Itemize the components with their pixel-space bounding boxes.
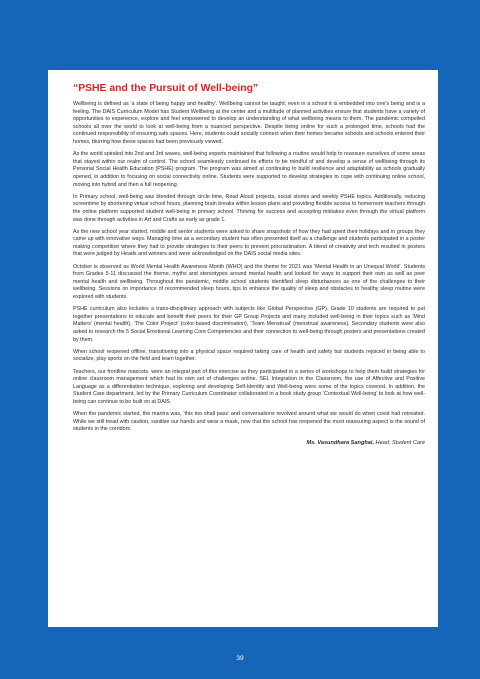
author-name: Ms. Vasundhara Sanghai, [306, 439, 374, 446]
article-paragraph: In Primary school, well-being was blended through circle time, Read Aloud projects, social stories and weekly PSHE topics. Additionally, reducing screentime by shortening virtual school hours, planning brain breaks within lesson plans and providing flexible access to homeroom teachers through the online platform supported student well-being in primary school. Thriving for success and accepting mistakes even through the virtual platform was done through activities in Art and Crafts as early as grade 1. [73, 193, 425, 223]
article-paragraph: When the pandemic started, the mantra was, ‘this too shall pass’ and conversations revolved around what we would do when covid had retreated. While we still tread with caution, sanitise our hands and wear a mask, now that the school has reopened the most reassuring aspect is the sound of students in the corridors. [73, 411, 425, 433]
article-paragraph: As the world spiraled into 2nd and 3rd waves, well-being experts maintained that following a routine would help to reassure ourselves of some areas that stayed within our realm of control. The school seamlessly continued its efforts to be mindful of and develop a sense of wellbeing through its Personal Social Health Education (PSHE) program. The program was aimed at continuing to build resilience and adaptability as schools gradually opened, in addition to focusing on social connectivity online. Students were supported to develop strategies to cope with continuing online school, moving into hybrid and then a full reopening. [73, 151, 425, 188]
article-title: “PSHE and the Pursuit of Well-being” [73, 83, 259, 94]
article-paragraph: Wellbeing is defined as ‘a state of being happy and healthy’. Wellbeing cannot be taught; even in a school it is embedded into one’s being and is a feeling. The DAIS Curriculum Model has Student Wellbeing at the center and a multitude of planned activities ensure that students have a variety of opportunities to experience, explore and feel empowered to develop an understanding of what wellbeing means to them. The pandemic compelled schools all over the world to look at well-being from a nuanced perspective. Despite being online for such a prolonged time, schools had the continued responsibility of ensuring safe spaces. Here, students could socially connect when their homes became schools and schools entered their homes, blurring how these spaces had been previously viewed. [73, 101, 425, 145]
article-card [48, 70, 438, 627]
author-role: Head, Student Care [374, 439, 425, 446]
article-paragraph: As the new school year started, middle and senior students were asked to share snapshots of how they had spent their holidays and in groups they came up with innovative ways. Managing time as a secondary student has often presented itself as a challenge and students participated in a poster making competition where they had to provide strategies to their peers to prevent procrastination. A blend of creativity and tech resulted in posters that were judged by Heads and winners and were acknowledged on the DAIS social media sites. [73, 228, 425, 258]
article-paragraph: PSHE curriculum also includes a trans-disciplinary approach with subjects like Global Perspective (GP). Grade 10 students are required to put together presentations to educate and benefit their peers for their GP Group Projects and many included well-being in their topics such as ‘Mind Matters’ (mental health), ‘The Color Project’ (color-based discrimination), ‘Team Menstrual’ (menstrual awareness). Secondary students were also asked to research the 5 Social Emotional Learning Core Competencies and their connection to well-being through posters and presentations created by them. [73, 306, 425, 343]
article-paragraph: Teachers, our frontline mascots, were an integral part of this exercise as they participated in a series of workshops to help them build strategies for online classroom management which had its own set of challenges online. SEL Integration in the Classroom, the use of Affective and Positive Language as a differentiation technique, exploring and developing Self-Identity and Well-being were some of the topics covered. In addition, the Student Care department, led by the Primary Curriculum Coordinator collaborated in a book study group ‘Contextual Well-being’ to look at how well-being can continue to be built on at DAIS. [73, 368, 425, 405]
article-paragraph: October is observed as World Mental Health Awareness Month (WHO) and the theme for 2021 was ‘Mental Health in an Unequal World’. Students from Grades 5-11 discussed the theme, myths and stereotypes around mental health and looked for ways to support their own as well as peer mental health and wellbeing. Throughout the pandemic, middle school students identified sleep disturbances as one of the challenges to their wellbeing. Sessions on importance of recommended sleep hours, tips to enhance the quality of sleep and obstacles to healthy sleep routine were explored with students. [73, 263, 425, 301]
author-signature [73, 440, 425, 447]
article-paragraph: When school reopened offline, transitioning into a physical space required taking care of health and safety but students rejoiced in being able to socialize, play sports on the field and learn together. [73, 348, 425, 363]
page-number: 39 [236, 655, 244, 662]
